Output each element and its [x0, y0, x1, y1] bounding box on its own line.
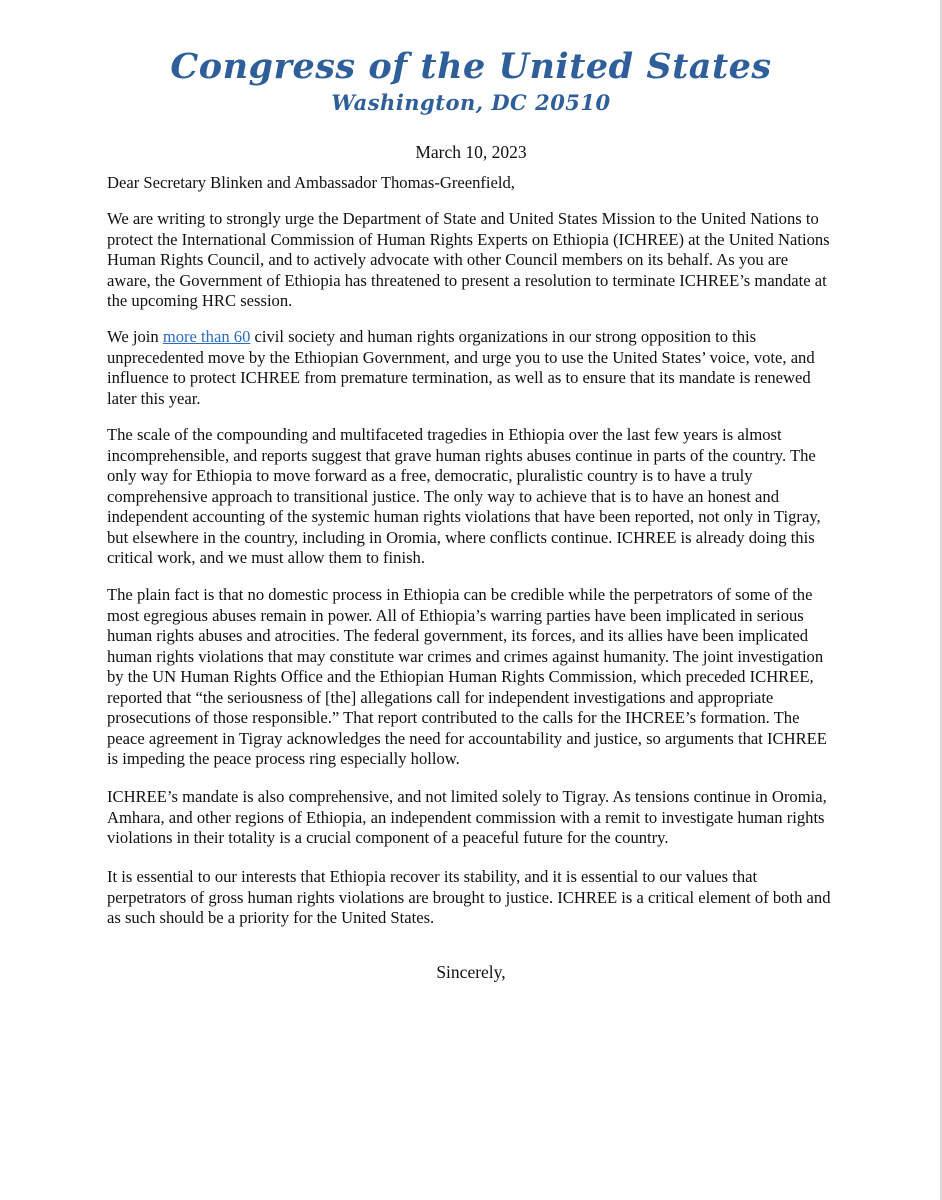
- salutation: Dear Secretary Blinken and Ambassador Thomas-Greenfield,: [107, 173, 515, 192]
- paragraph-6: It is essential to our interests that Ethiopia recover its stability, and it is essential to our values that perpetrators of gross human rights violations are brought to justice. ICHREE is a critical element of both and as such should be a priority for the United States.: [107, 867, 831, 927]
- letterhead-address: Washington, DC 20510: [331, 90, 611, 115]
- paragraph-2: [107, 327, 831, 409]
- letterhead-title: Congress of the United States: [170, 46, 772, 87]
- organizations-link[interactable]: more than 60: [162, 327, 251, 346]
- paragraph-1: We are writing to strongly urge the Department of State and United States Mission to the United Nations to protect the International Commission of Human Rights Experts on Ethiopia (ICHREE) at the United Nations Human Rights Council, and to actively advocate with other Council members on its behalf. As you are aware, the Government of Ethiopia has threatened to present a resolution to terminate ICHREE’s mandate at the upcoming HRC session.: [107, 209, 830, 310]
- paragraph-5: ICHREE’s mandate is also comprehensive, and not limited solely to Tigray. As tensions continue in Oromia, Amhara, and other regions of Ethiopia, an independent commission with a remit to investigate human rights violations in their totality is a crucial component of a peaceful future for the country.: [107, 787, 827, 847]
- paragraph-4: The plain fact is that no domestic process in Ethiopia can be credible while the perpetrators of some of the most egregious abuses remain in power. All of Ethiopia’s warring parties have been implicated in serious human rights abuses and atrocities. The federal government, its forces, and its allies have been implicated human rights violations that may constitute war crimes and crimes against humanity. The joint investigation by the UN Human Rights Office and the Ethiopian Human Rights Commission, which preceded ICHREE, reported that “the seriousness of [the] allegations call for independent investigations and appropriate prosecutions of those responsible.” That report contributed to the calls for the IHCREE’s formation. The peace agreement in Tigray acknowledges the need for accountability and justice, so arguments that ICHREE is impeding the peace process ring especially hollow.: [107, 585, 827, 768]
- letter-date: March 10, 2023: [415, 142, 527, 162]
- closing: Sincerely,: [436, 962, 506, 982]
- paragraph-3: The scale of the compounding and multifaceted tragedies in Ethiopia over the last few years is almost incomprehensible, and reports suggest that grave human rights abuses continue in parts of the country. The only way for Ethiopia to move forward as a free, democratic, pluralistic country is to have a truly comprehensive approach to transitional justice. The only way to achieve that is to have an honest and independent accounting of the systemic human rights violations that have been reported, not only in Tigray, but elsewhere in the country, including in Oromia, where conflicts continue. ICHREE is already doing this critical work, and we must allow them to finish.: [107, 425, 821, 567]
- paragraph-2-rest: civil society and human rights organizations in our strong opposition to this unprecedented move by the Ethiopian Government, and urge you to use the United States’ voice, vote, and influence to protect ICHREE from premature termination, as well as to ensure that its mandate is renewed later this year.: [107, 327, 815, 408]
- paragraph-2-lead: We join: [107, 327, 163, 346]
